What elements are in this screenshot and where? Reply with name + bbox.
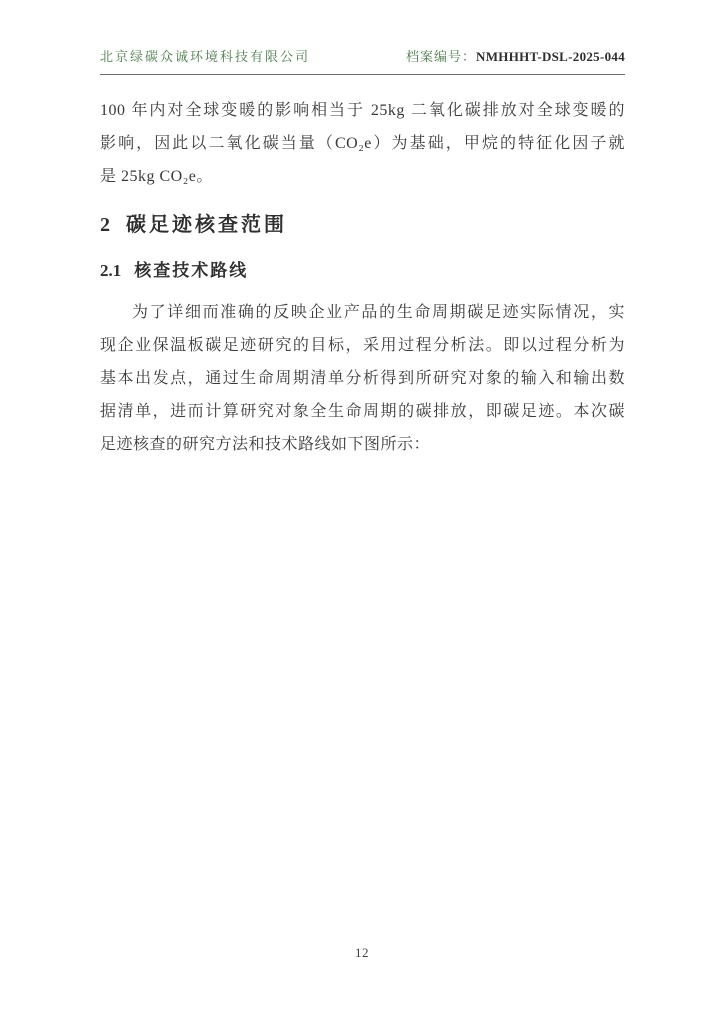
subsection-heading xyxy=(100,256,625,286)
paragraph-method xyxy=(100,296,625,461)
file-number xyxy=(406,46,625,65)
page-number: 12 xyxy=(355,945,369,960)
file-number-value: NMHHHT-DSL-2025-044 xyxy=(476,49,625,64)
section-heading xyxy=(100,208,625,242)
file-number-label: 档案编号： xyxy=(406,49,477,64)
subsection-number: 2.1 xyxy=(100,261,122,280)
paragraph-co2e xyxy=(100,94,625,193)
paragraph-line: 足迹核查的研究方法和技术路线如下图所示： xyxy=(100,436,431,453)
paragraph-line: 基本出发点，通过生命周期清单分析得到所研究对象的输入和输出数 xyxy=(100,370,625,387)
section-title: 碳足迹核查范围 xyxy=(126,214,287,236)
paragraph-line: 是 25kg CO₂e。 xyxy=(100,168,213,185)
page-header xyxy=(100,0,625,75)
paragraph-line: 为了详细而准确的反映企业产品的生命周期碳足迹实际情况，实 xyxy=(132,304,625,321)
paragraph-line: 100 年内对全球变暖的影响相当于 25kg 二氧化碳排放对全球变暖的 xyxy=(100,102,625,119)
subsection-title: 核查技术路线 xyxy=(134,261,249,280)
paragraph-line: 现企业保温板碳足迹研究的目标，采用过程分析法。即以过程分析为 xyxy=(100,337,625,354)
page-content xyxy=(0,0,724,461)
paragraph-line: 据清单，进而计算研究对象全生命周期的碳排放，即碳足迹。本次碳 xyxy=(100,403,625,420)
paragraph-line: 影响，因此以二氧化碳当量（CO₂e）为基础，甲烷的特征化因子就 xyxy=(100,135,625,152)
section-number: 2 xyxy=(100,214,110,236)
company-name: 北京绿碳众诚环境科技有限公司 xyxy=(100,49,311,64)
